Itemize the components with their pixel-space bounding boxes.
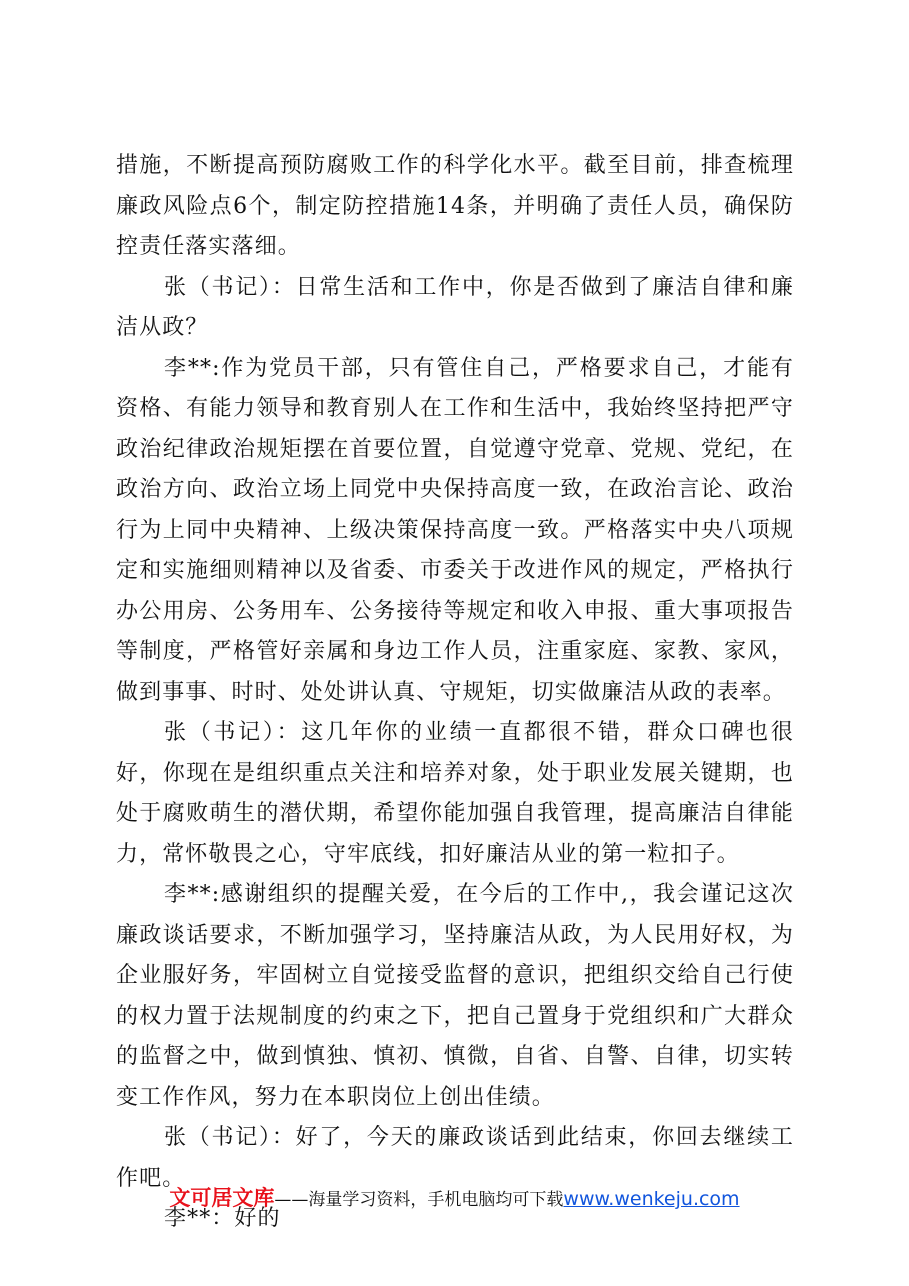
paragraph-4: 张（书记）：这几年你的业绩一直都很不错，群众口碑也很好，你现在是组织重点关注和培养对象，处于职业发展关键期，也处于腐败萌生的潜伏期，希望你能加强自我管理，提高廉洁自律能力，常怀敬畏之心，守牢底线，扣好廉洁从业的第一粒扣子。 <box>116 720 794 867</box>
paragraph-7: 李**：好的 <box>164 1206 281 1231</box>
footer-banner <box>0 1182 909 1212</box>
footer-tagline: ——海量学习资料，手机电脑均可下载 <box>274 1190 564 1210</box>
paragraph-3: 李**:作为党员干部，只有管住自己，严格要求自己，才能有资格、有能力领导和教育别人在工作和生活中，我始终坚持把严守政治纪律政治规矩摆在首要位置，自觉遵守党章、党规、党纪，在政治方向、政治立场上同党中央保持高度一致，在政治言论、政治行为上同中央精神、上级决策保持高度一致。严格落实中央八项规定和实施细则精神以及省委、市委关于改进作风的规定，严格执行办公用房、公务用车、公务接待等规定和收入申报、重大事项报告等制度，严格管好亲属和身边工作人员，注重家庭、家教、家风，做到事事、时时、处处讲认真、守规矩，切实做廉洁从政的表率。 <box>116 355 794 705</box>
paragraph-1: 措施，不断提高预防腐败工作的科学化水平。截至目前，排查梳理廉政风险点6个，制定防控措施14条，并明确了责任人员，确保防控责任落实落细。 <box>116 153 794 259</box>
paragraph-2: 张（书记）：日常生活和工作中，你是否做到了廉洁自律和廉洁从政？ <box>116 274 794 340</box>
footer-brand: 文可居文库 <box>169 1186 275 1210</box>
paragraph-5: 李**:感谢组织的提醒关爱，在今后的工作中,，我会谨记这次廉政谈话要求，不断加强学习，坚持廉洁从政，为人民用好权，为企业服好务，牢固树立自觉接受监督的意识，把组织交给自己行使的权力置于法规制度的约束之下，把自己置身于党组织和广大群众的监督之中，做到慎独、慎初、慎微，自省、自警、自律，切实转变工作作风，努力在本职岗位上创出佳绩。 <box>116 882 794 1110</box>
footer-website-link[interactable]: www.wenkeju.com <box>563 1188 740 1210</box>
document-body <box>116 146 794 1240</box>
paragraph-6: 张（书记）：好了，今天的廉政谈话到此结束，你回去继续工作吧。 <box>116 1125 794 1191</box>
